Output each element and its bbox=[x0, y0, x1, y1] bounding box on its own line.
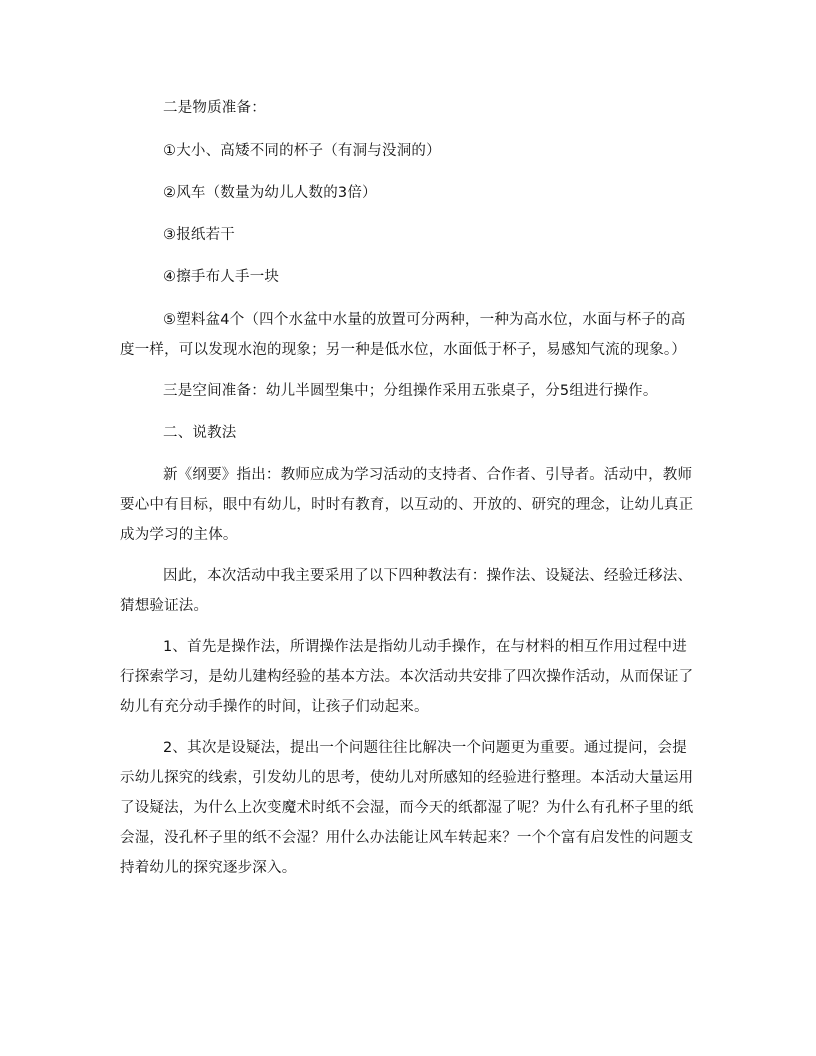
paragraph-space-prep: 三是空间准备：幼儿半圆型集中；分组操作采用五张桌子，分5组进行操作。 bbox=[163, 383, 658, 399]
paragraph-item-windmill: ②风车（数量为幼儿人数的3倍） bbox=[163, 185, 377, 201]
paragraph-four-methods: 因此，本次活动中我主要采用了以下四种教法有：操作法、设疑法、经验迁移法、猜想验证法。 bbox=[120, 568, 693, 614]
paragraph-item-towel: ④擦手布人手一块 bbox=[163, 269, 280, 285]
section-heading-teaching-methods: 二、说教法 bbox=[163, 425, 237, 441]
paragraph-questioning-method: 2、其次是设疑法，提出一个问题往往比解决一个问题更为重要。通过提问，会提示幼儿探究的线索，引发幼儿的思考，使幼儿对所感知的经验进行整理。本活动大量运用了设疑法，为什么上次变魔术时纸不会湿，而今天的纸都湿了呢？为什么有孔杯子里的纸会湿，没孔杯子里的纸不会湿？用什么办法能让风车转起来？一个个富有启发性的问题支持着幼儿的探究逐步深入。 bbox=[120, 740, 694, 876]
paragraph-outline-quote: 新《纲要》指出：教师应成为学习活动的支持者、合作者、引导者。活动中，教师要心中有目标，眼中有幼儿，时时有教育，以互动的、开放的、研究的理念，让幼儿真正成为学习的主体。 bbox=[120, 467, 694, 543]
paragraph-item-basins: ⑤塑料盆4个（四个水盆中水量的放置可分两种，一种为高水位，水面与杯子的高度一样，可以发现水泡的现象；另一种是低水位，水面低于杯子，易感知气流的现象。） bbox=[120, 312, 687, 358]
paragraph-item-cups: ①大小、高矮不同的杯子（有洞与没洞的） bbox=[163, 143, 441, 159]
paragraph-operation-method: 1、首先是操作法，所谓操作法是指幼儿动手操作，在与材料的相互作用过程中进行探索学习，是幼儿建构经验的基本方法。本次活动共安排了四次操作活动，从而保证了幼儿有充分动手操作的时间，让孩子们动起来。 bbox=[120, 639, 694, 715]
paragraph-item-newspaper: ③报纸若干 bbox=[163, 227, 235, 243]
paragraph-material-prep: 二是物质准备： bbox=[163, 100, 266, 116]
